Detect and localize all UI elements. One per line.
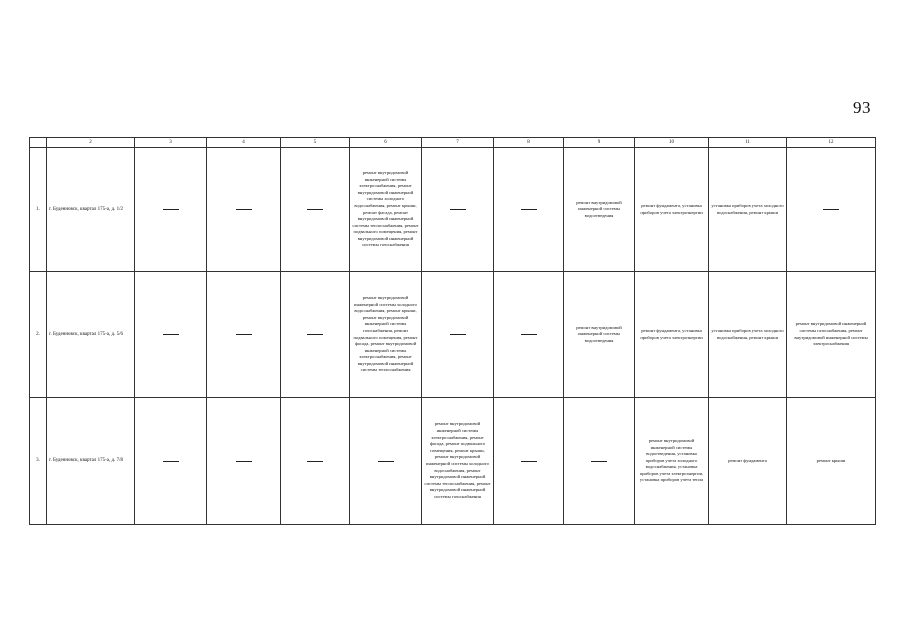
empty-cell [281,272,350,398]
empty-cell [787,148,876,272]
dash-mark [307,461,323,462]
works-cell: ремонт внутридомовой инженерной системы водоотведения, установка приборов учета холодного водоснабжения, установка приборов учета электроэнергии, установка приборов учета тепла [635,398,709,525]
dash-mark [236,461,252,462]
column-header: 4 [207,138,281,148]
works-cell: ремонт фундамента, установка приборов учета электроэнергии [635,272,709,398]
empty-cell [281,398,350,525]
empty-cell [422,148,494,272]
header-row [30,138,876,148]
column-header: 11 [709,138,787,148]
empty-cell [207,272,281,398]
column-header: 5 [281,138,350,148]
works-cell: ремонт крыши [787,398,876,525]
empty-cell [494,272,564,398]
dash-mark [591,461,607,462]
column-header: 9 [564,138,635,148]
empty-cell [135,272,207,398]
column-header: 8 [494,138,564,148]
repair-schedule-table [29,137,876,525]
row-number: 3. [30,398,47,525]
empty-cell [422,272,494,398]
row-address: г. Буденновск, квартал 175-а, д. 1/2 [47,148,135,272]
works-cell: установка приборов учета холодного водоснабжения, ремонт крыши [709,148,787,272]
empty-cell [207,148,281,272]
works-cell: ремонт внутридомовой инженерной системы электроснабжения, ремонт внутридомовой инженерной системы холодного водоснабжения, ремонт крыши, ремонт фасада, ремонт внутридомовой инженерной системы теплоснабжения, ремонт подвального помещения, ремонт внутридомовой инженерной системы газоснабжения [350,148,422,272]
dash-mark [521,209,537,210]
dash-mark [163,209,179,210]
dash-mark [236,209,252,210]
dash-mark [450,334,466,335]
empty-cell [135,398,207,525]
dash-mark [450,209,466,210]
dash-mark [307,334,323,335]
works-cell: ремонт внутридомовой инженерной системы электроснабжения, ремонт фасада, ремонт подвального помещения, ремонт крыши, ремонт внутридомовой инженерной системы холодного водоснабжения, ремонт внутридомовой инженерной системы теплоснабжения, ремонт внутридомовой инженерной системы газоснабжения [422,398,494,525]
row-address: г. Буденновск, квартал 175-а, д. 5/6 [47,272,135,398]
dash-mark [823,209,839,210]
works-cell: ремонт фундамента, установка приборов учета электроэнергии [635,148,709,272]
works-cell: ремонт внутридомовой инженерной системы водоотведения [564,272,635,398]
works-cell: ремонт внутридомовой инженерной системы холодного водоснабжения, ремонт крыши, ремонт внутридомовой инженерной системы газоснабжения, ремонт подвального помещения, ремонт фасада, ремонт внутридомовой инженерной системы электроснабжения, ремонт внутридомовой инженерной системы теплоснабжения [350,272,422,398]
column-header [30,138,47,148]
dash-mark [521,461,537,462]
empty-cell [494,148,564,272]
dash-mark [378,461,394,462]
dash-mark [307,209,323,210]
empty-cell [135,148,207,272]
empty-cell [564,398,635,525]
empty-cell [207,398,281,525]
page-number: 93 [853,98,871,117]
column-header: 2 [47,138,135,148]
empty-cell [350,398,422,525]
column-header: 3 [135,138,207,148]
dash-mark [521,334,537,335]
table-row [30,148,876,272]
column-header: 12 [787,138,876,148]
column-header: 6 [350,138,422,148]
dash-mark [236,334,252,335]
row-address: г. Буденновск, квартал 175-а, д. 7/8 [47,398,135,525]
works-cell: установка приборов учета холодного водоснабжения, ремонт крыши [709,272,787,398]
works-cell: ремонт внутридомовой инженерной системы газоснабжения, ремонт внутридомовой инженерной системы электроснабжения [787,272,876,398]
table-row [30,272,876,398]
column-header: 10 [635,138,709,148]
works-cell: ремонт внутридомовой инженерной системы водоотведения [564,148,635,272]
dash-mark [163,334,179,335]
dash-mark [163,461,179,462]
column-header: 7 [422,138,494,148]
table-row [30,398,876,525]
row-number: 2. [30,272,47,398]
row-number: 1. [30,148,47,272]
works-cell: ремонт фундамента [709,398,787,525]
empty-cell [494,398,564,525]
empty-cell [281,148,350,272]
